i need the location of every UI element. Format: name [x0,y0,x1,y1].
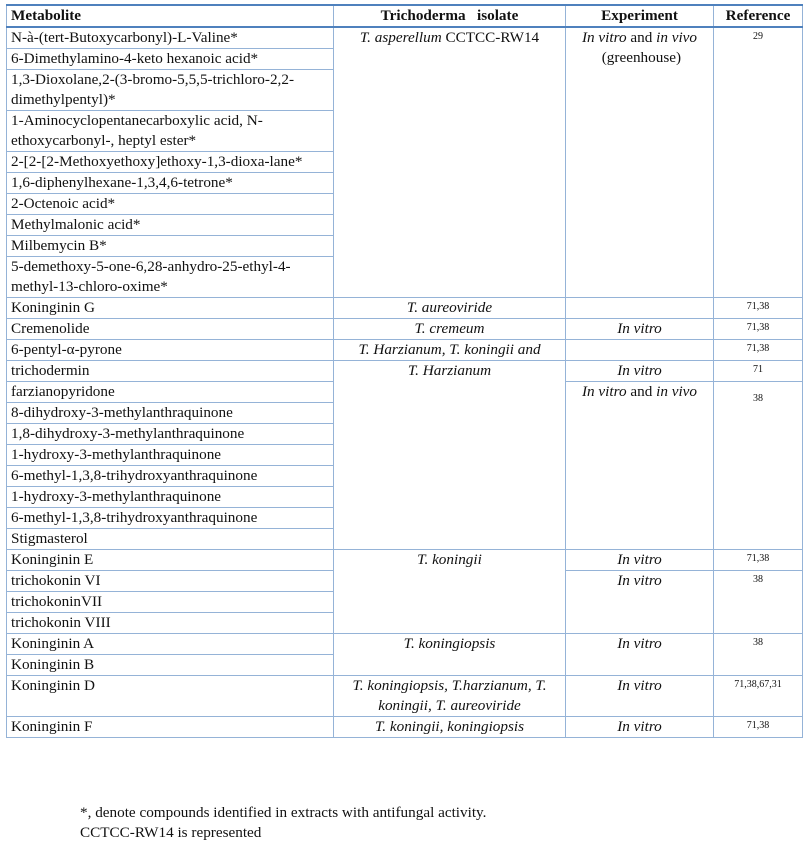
table-footnote [80,803,486,843]
table-row [7,676,803,717]
header-experiment: Experiment [566,5,714,27]
reference-cell: 71,38 [714,298,803,319]
experiment-cell: In vitro and in vivo [566,382,714,550]
table-row [7,298,803,319]
metabolite-cell: N-à-(tert-Butoxycarbonyl)-L-Valine* [7,27,334,49]
reference-cell: 71,38 [714,319,803,340]
metabolite-cell: Koninginin A [7,634,334,655]
metabolite-cell: Koninginin G [7,298,334,319]
isolate-cell: T. koningii, koningiopsis [334,717,566,738]
metabolite-cell: 1,3-Dioxolane,2-(3-bromo-5,5,5-trichloro-2,2-dimethylpentyl)* [7,70,334,111]
metabolite-cell: 5-demethoxy-5-one-6,28-anhydro-25-ethyl-4-methyl-13-chloro-oxime* [7,257,334,298]
isolate-cell: T. Harzianum, T. koningii and [334,340,566,361]
header-isolate: Trichoderma isolate [334,5,566,27]
reference-cell: 71,38 [714,717,803,738]
metabolite-cell: 2-Octenoic acid* [7,194,334,215]
footnote-line: CCTCC-RW14 is represented [80,824,262,841]
isolate-cell: T. cremeum [334,319,566,340]
experiment-cell [566,298,714,319]
isolate-cell: T. Harzianum [334,361,566,550]
reference-cell: 71,38 [714,550,803,571]
experiment-cell: In vitro [566,634,714,676]
metabolite-cell: 8-dihydroxy-3-methylanthraquinone [7,403,334,424]
metabolite-cell: trichodermin [7,361,334,382]
isolate-cell: T. asperellum CCTCC-RW14 [334,27,566,298]
metabolites-table [6,4,803,738]
experiment-cell: In vitro [566,319,714,340]
metabolite-cell: trichokoninVII [7,592,334,613]
metabolite-cell: 1-hydroxy-3-methylanthraquinone [7,487,334,508]
metabolite-cell: 6-Dimethylamino-4-keto hexanoic acid* [7,49,334,70]
experiment-cell: In vitro [566,717,714,738]
metabolite-cell: Stigmasterol [7,529,334,550]
table-header-row [7,5,803,27]
reference-cell: 71,38,67,31 [714,676,803,717]
isolate-cell: T. koningii [334,550,566,634]
footnote-line: *, denote compounds identified in extracts with antifungal activity. [80,804,487,821]
table-row [7,550,803,571]
metabolite-cell: Methylmalonic acid* [7,215,334,236]
metabolite-cell: Milbemycin B* [7,236,334,257]
reference-cell: 38 [714,382,803,550]
metabolite-cell: 1,6-diphenylhexane-1,3,4,6-tetrone* [7,173,334,194]
metabolite-cell: 6-pentyl-α-pyrone [7,340,334,361]
experiment-cell: In vitro [566,571,714,634]
metabolite-cell: Cremenolide [7,319,334,340]
metabolite-cell: Koninginin D [7,676,334,717]
experiment-cell: In vitro [566,676,714,717]
metabolite-cell: Koninginin B [7,655,334,676]
metabolite-cell: 1,8-dihydroxy-3-methylanthraquinone [7,424,334,445]
metabolite-cell: trichokonin VI [7,571,334,592]
table-row [7,319,803,340]
reference-cell: 29 [714,27,803,298]
experiment-cell: In vitro [566,361,714,382]
reference-cell: 38 [714,634,803,676]
table-row [7,361,803,382]
metabolite-cell: trichokonin VIII [7,613,334,634]
table-row [7,634,803,655]
header-reference: Reference [714,5,803,27]
isolate-cell: T. koningiopsis, T.harzianum, T. koningii, T. aureoviride [334,676,566,717]
experiment-cell: In vitro [566,550,714,571]
metabolite-cell: Koninginin F [7,717,334,738]
metabolite-cell: Koninginin E [7,550,334,571]
metabolite-cell: 1-hydroxy-3-methylanthraquinone [7,445,334,466]
table-row [7,717,803,738]
metabolite-cell: 6-methyl-1,3,8-trihydroxyanthraquinone [7,508,334,529]
metabolite-cell: 2-[2-[2-Methoxyethoxy]ethoxy-1,3-dioxa-lane* [7,152,334,173]
table-row [7,340,803,361]
metabolite-cell: 6-methyl-1,3,8-trihydroxyanthraquinone [7,466,334,487]
experiment-cell: In vitro and in vivo (greenhouse) [566,27,714,298]
metabolite-cell: farzianopyridone [7,382,334,403]
isolate-cell: T. koningiopsis [334,634,566,676]
header-metabolite: Metabolite [7,5,334,27]
reference-cell: 71,38 [714,340,803,361]
experiment-cell [566,340,714,361]
reference-cell: 71 [714,361,803,382]
isolate-cell: T. aureoviride [334,298,566,319]
reference-cell: 38 [714,571,803,634]
table-row [7,27,803,49]
metabolite-cell: 1-Aminocyclopentanecarboxylic acid, N-ethoxycarbonyl-, heptyl ester* [7,111,334,152]
